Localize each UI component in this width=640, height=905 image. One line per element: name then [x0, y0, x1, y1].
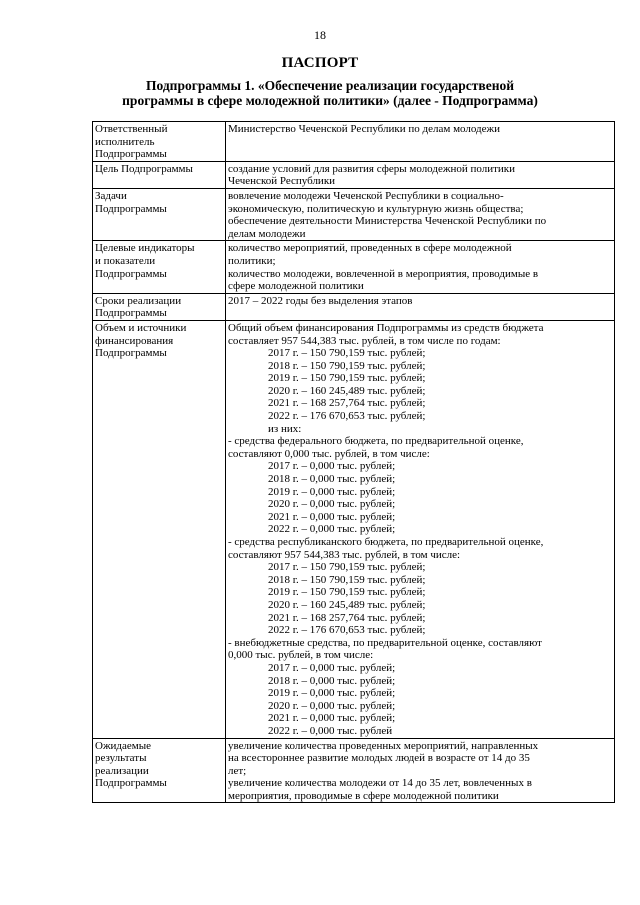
row-label-line: Подпрограммы — [95, 202, 167, 215]
row-value-line: 2017 г. – 150 790,159 тыс. рублей; — [268, 347, 426, 360]
document-subtitle — [60, 78, 600, 108]
row-value-line: на всестороннее развитие молодых людей в возрасте от 14 до 35 — [228, 752, 530, 765]
table-row — [93, 293, 615, 320]
row-value-line: Чеченской Республики — [228, 175, 336, 188]
row-value-line: 2019 г. – 0,000 тыс. рублей; — [268, 687, 396, 700]
row-label-line: Подпрограммы — [95, 267, 167, 280]
row-value-line: 2022 г. – 0,000 тыс. рублей — [268, 724, 393, 737]
row-value-line: сфере молодежной политики — [228, 280, 364, 293]
row-value-cell — [226, 122, 615, 162]
row-value-line: политики; — [228, 254, 276, 267]
subtitle-line: программы в сфере молодежной политики» (далее - Подпрограмма) — [122, 93, 538, 108]
row-value-line: 2018 г. – 150 790,159 тыс. рублей; — [268, 573, 426, 586]
row-value-line: 2021 г. – 0,000 тыс. рублей; — [268, 510, 396, 523]
row-value-line: 0,000 тыс. рублей, в том числе: — [228, 649, 374, 662]
row-label-line: Задачи — [95, 189, 127, 202]
row-value-line: количество молодежи, вовлеченной в мероприятия, проводимые в — [228, 267, 539, 280]
row-value-line: создание условий для развития сферы молодежной политики — [228, 162, 516, 175]
row-value-line: лет; — [228, 764, 247, 777]
row-label-line: Подпрограммы — [95, 347, 167, 360]
row-value-cell — [226, 161, 615, 188]
row-value-line: - средства республиканского бюджета, по предварительной оценке, — [228, 536, 544, 548]
row-label-cell — [93, 293, 226, 320]
row-value-line: 2021 г. – 0,000 тыс. рублей; — [268, 712, 396, 725]
subtitle-line: Подпрограммы 1. «Обеспечение реализации государственой — [145, 78, 515, 93]
row-label-line: результаты — [95, 752, 147, 765]
row-value-cell — [226, 241, 615, 293]
row-label-line: и показатели — [95, 254, 156, 267]
row-value-line: 2017 – 2022 годы без выделения этапов — [228, 294, 413, 307]
row-value-line: составляют 957 544,383 тыс. рублей, в том числе: — [228, 548, 461, 561]
row-label-line: Сроки реализации — [95, 294, 182, 307]
row-label-line: финансирования — [95, 334, 174, 347]
row-label-line: Ответственный — [95, 123, 168, 135]
passport-table-body — [93, 122, 615, 803]
row-label-line: Целевые индикаторы — [95, 242, 195, 255]
row-label-line: Объем и источники — [95, 321, 187, 334]
row-value-line: 2020 г. – 160 245,489 тыс. рублей; — [268, 384, 426, 397]
row-value-line: составляют 0,000 тыс. рублей, в том числе: — [228, 447, 430, 460]
row-label-line: Подпрограммы — [95, 777, 167, 790]
table-row — [93, 122, 615, 162]
table-row — [93, 738, 615, 803]
row-label-line: исполнитель — [95, 135, 155, 148]
document-title: ПАСПОРТ — [281, 55, 359, 71]
row-label-cell — [93, 161, 226, 188]
row-value-line: увеличение количества проведенных мероприятий, направленных — [228, 739, 539, 752]
row-value-line: экономическую, политическую и культурную жизнь общества; — [228, 202, 524, 215]
row-value-line: обеспечение деятельности Министерства Чеченской Республики по — [228, 215, 547, 228]
row-label-line: Подпрограммы — [95, 307, 167, 320]
row-value-line: 2017 г. – 150 790,159 тыс. рублей; — [268, 561, 426, 574]
row-value-line: 2017 г. – 0,000 тыс. рублей; — [268, 460, 396, 473]
row-label-line: Цель Подпрограммы — [95, 162, 193, 175]
row-value-line: Министерство Чеченской Республики по делам молодежи — [228, 123, 501, 135]
row-label-line: Подпрограммы — [95, 148, 167, 161]
row-value-line: 2020 г. – 160 245,489 тыс. рублей; — [268, 598, 426, 611]
row-value-line: 2020 г. – 0,000 тыс. рублей; — [268, 498, 396, 511]
row-value-cell — [226, 188, 615, 240]
row-value-line: мероприятия, проводимые в сфере молодежной политики — [228, 789, 499, 802]
row-value-line: 2018 г. – 150 790,159 тыс. рублей; — [268, 359, 426, 372]
passport-table — [92, 121, 615, 803]
row-value-line: - внебюджетные средства, по предварительной оценке, составляют — [228, 636, 542, 649]
row-value-cell — [226, 293, 615, 320]
row-value-cell — [226, 738, 615, 803]
row-label-cell — [93, 320, 226, 738]
row-value-line: 2022 г. – 176 670,653 тыс. рублей; — [268, 410, 426, 423]
row-value-line: 2021 г. – 168 257,764 тыс. рублей; — [268, 397, 426, 410]
table-row — [93, 161, 615, 188]
row-value-line: 2019 г. – 0,000 тыс. рублей; — [268, 485, 396, 498]
row-value-line: составляет 957 544,383 тыс. рублей, в том числе по годам: — [228, 334, 501, 347]
row-label-cell — [93, 241, 226, 293]
table-row — [93, 320, 615, 738]
row-label-cell — [93, 122, 226, 162]
row-value-line: Общий объем финансирования Подпрограммы из средств бюджета — [228, 321, 544, 334]
row-value-cell — [226, 320, 615, 738]
row-label-cell — [93, 738, 226, 803]
table-row — [93, 188, 615, 240]
row-value-line: 2019 г. – 150 790,159 тыс. рублей; — [268, 372, 426, 385]
row-value-line: 2017 г. – 0,000 тыс. рублей; — [268, 661, 396, 674]
row-label-cell — [93, 188, 226, 240]
row-label-line: реализации — [95, 764, 149, 777]
row-value-line: - средства федерального бюджета, по предварительной оценке, — [228, 435, 524, 448]
row-value-line: 2018 г. – 0,000 тыс. рублей; — [268, 674, 396, 687]
row-value-line: 2020 г. – 0,000 тыс. рублей; — [268, 699, 396, 712]
row-value-line: 2022 г. – 0,000 тыс. рублей; — [268, 523, 396, 536]
row-value-line: вовлечение молодежи Чеченской Республики в социально- — [228, 189, 504, 202]
row-value-line: 2018 г. – 0,000 тыс. рублей; — [268, 473, 396, 486]
table-row — [93, 241, 615, 293]
row-value-line: количество мероприятий, проведенных в сфере молодежной — [228, 242, 512, 255]
row-value-line: увеличение количества молодежи от 14 до 35 лет, вовлеченных в — [228, 777, 532, 790]
row-value-line: 2019 г. – 150 790,159 тыс. рублей; — [268, 586, 426, 599]
row-value-line: 2021 г. – 168 257,764 тыс. рублей; — [268, 611, 426, 624]
row-value-line: делам молодежи — [228, 227, 306, 240]
row-value-line: 2022 г. – 176 670,653 тыс. рублей; — [268, 624, 426, 637]
row-value-line: из них: — [268, 422, 302, 435]
page-number: 18 — [314, 28, 326, 42]
row-label-line: Ожидаемые — [95, 739, 152, 752]
